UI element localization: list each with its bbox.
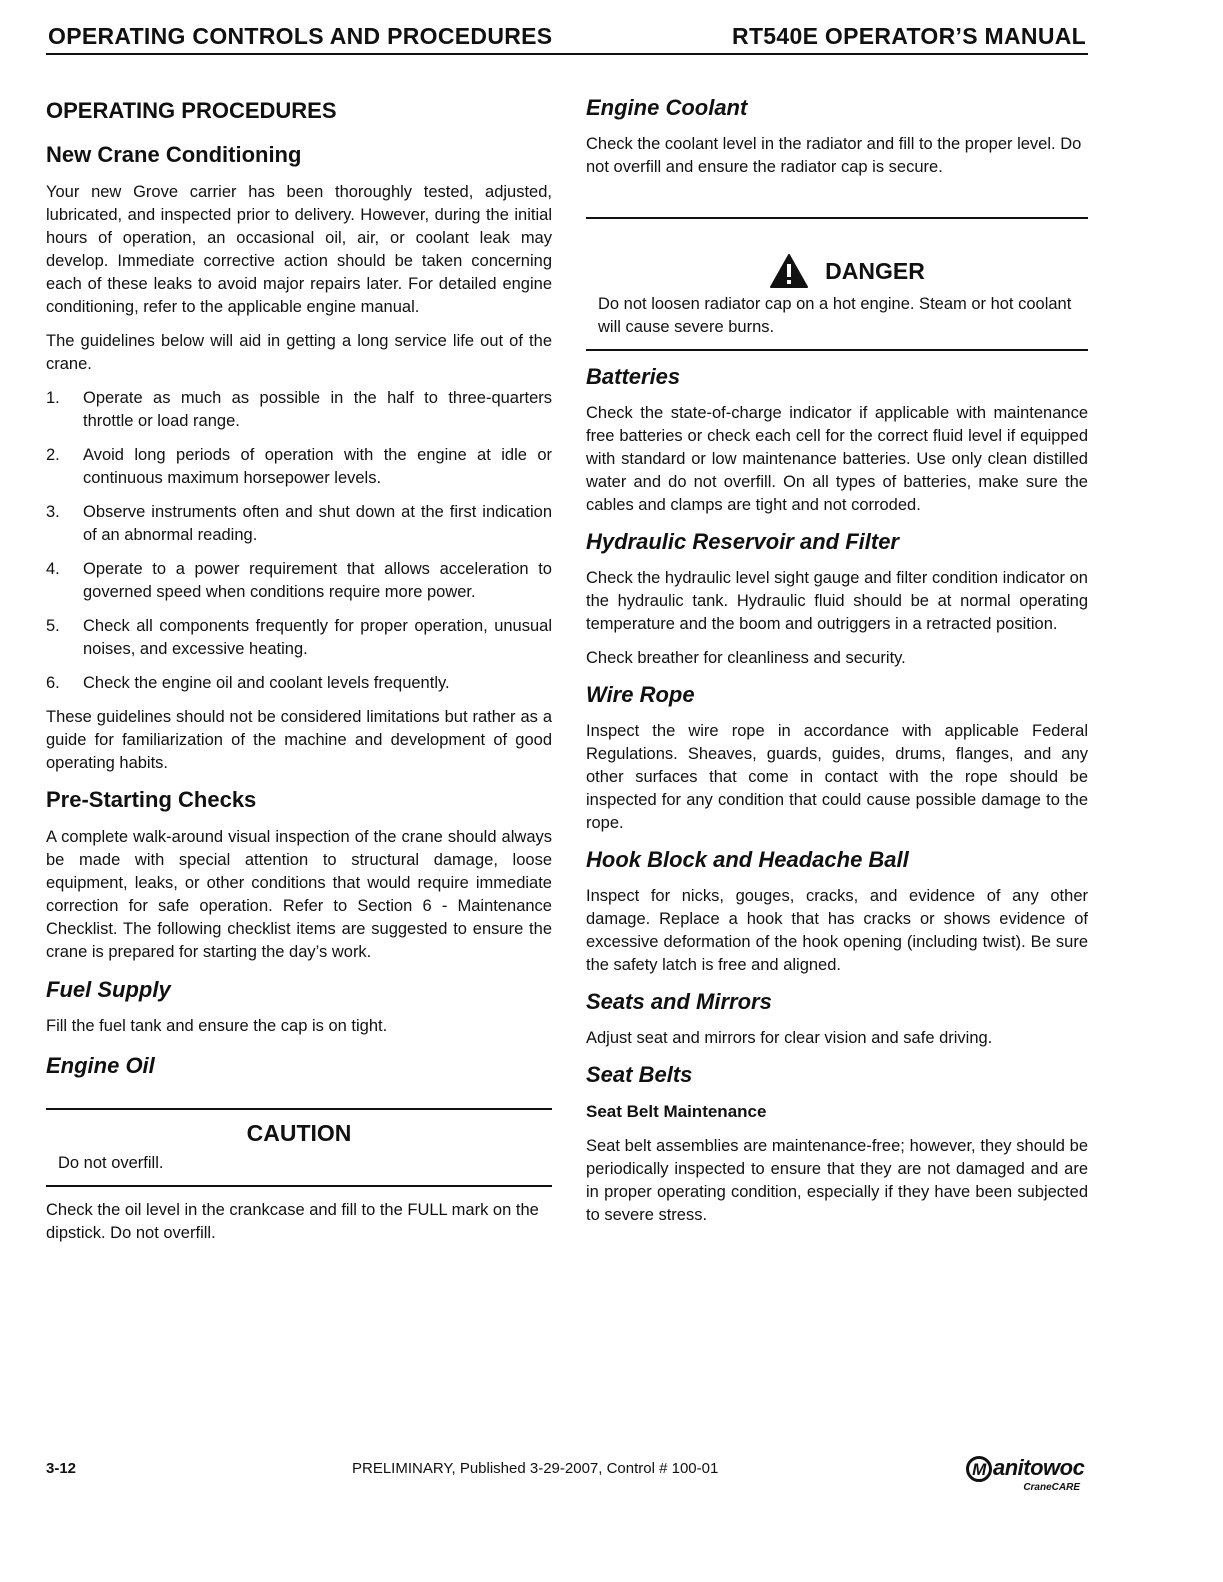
hook-block-paragraph: Inspect for nicks, gouges, cracks, and evidence of any other damage. Replace a hook that has cracks or shows evidence of excessive deformation of the hook opening (including twist). Be sure the safety latch is free and aligned. [586, 887, 1088, 974]
guidelines-list [46, 387, 552, 695]
batteries-paragraph: Check the state-of-charge indicator if applicable with maintenance free batteries or check each cell for the correct fluid level if equipped with standard or low maintenance batteries. Use only clean distilled water and do not overfill. On all types of batteries, make sure the cables and clamps are tight and not corroded. [586, 404, 1088, 514]
page-header [46, 20, 1088, 55]
list-item [46, 444, 552, 490]
list-item-text: Check all components frequently for proper operation, unusual noises, and excessive heating. [83, 617, 552, 658]
seat-belts-paragraph: Seat belt assemblies are maintenance-free; however, they should be periodically inspected to ensure that they are not damaged and are in proper operating condition, especially if they have been subjected to severe stress. [586, 1137, 1088, 1224]
breather-paragraph: Check breather for cleanliness and security. [586, 649, 906, 667]
list-item-number: 3. [46, 503, 60, 521]
caution-title: CAUTION [246, 1120, 352, 1146]
manitowoc-logo [966, 1456, 1086, 1493]
warning-triangle-icon [769, 253, 809, 289]
seat-belt-maintenance-subheading: Seat Belt Maintenance [586, 1102, 767, 1121]
new-crane-conditioning-heading: New Crane Conditioning [46, 142, 302, 167]
hydraulic-reservoir-heading: Hydraulic Reservoir and Filter [586, 529, 899, 554]
operating-procedures-heading: OPERATING PROCEDURES [46, 98, 337, 123]
seats-mirrors-paragraph: Adjust seat and mirrors for clear vision and safe driving. [586, 1029, 993, 1047]
list-item-text: Observe instruments often and shut down at the first indication of an abnormal reading. [83, 503, 552, 544]
list-item-text: Operate as much as possible in the half to three-quarters throttle or load range. [83, 389, 552, 430]
list-item-number: 1. [46, 389, 60, 407]
fuel-supply-heading: Fuel Supply [46, 977, 171, 1002]
wire-rope-paragraph: Inspect the wire rope in accordance with applicable Federal Regulations. Sheaves, guards, guides, drums, flanges, and any other surfaces that come in contact with the rope should be inspected for any condition that could cause possible damage to the rope. [586, 722, 1088, 832]
batteries-heading: Batteries [586, 364, 681, 389]
publication-info: PRELIMINARY, Published 3-29-2007, Control # 100-01 [352, 1460, 719, 1477]
pre-starting-checks-heading: Pre-Starting Checks [46, 787, 257, 812]
danger-notice [586, 217, 1088, 351]
seat-belts-heading: Seat Belts [586, 1062, 693, 1087]
guidelines-closing: These guidelines should not be considered limitations but rather as a guide for familiarization of the machine and development of good operating habits. [46, 708, 552, 772]
page-number: 3-12 [46, 1460, 77, 1477]
engine-oil-heading: Engine Oil [46, 1053, 155, 1078]
list-item-number: 2. [46, 446, 60, 464]
hydraulic-paragraph: Check the hydraulic level sight gauge and filter condition indicator on the hydraulic tank. Hydraulic fluid should be at normal operating temperature and the boom and outriggers in a retracted position. [586, 569, 1088, 633]
list-item-text: Avoid long periods of operation with the engine at idle or continuous maximum horsepower levels. [83, 446, 552, 487]
logo-letter: M [966, 1456, 992, 1482]
logo-text: anitowoc [993, 1454, 1085, 1480]
list-item-number: 6. [46, 674, 60, 692]
header-section-title: OPERATING CONTROLS AND PROCEDURES [48, 23, 553, 49]
list-item [46, 387, 552, 433]
list-item [46, 615, 552, 661]
hook-block-heading: Hook Block and Headache Ball [586, 847, 909, 872]
engine-coolant-heading: Engine Coolant [586, 95, 748, 120]
list-item [46, 672, 552, 695]
danger-header [586, 253, 1088, 289]
list-item-text: Operate to a power requirement that allows acceleration to governed speed when conditions require more power. [83, 560, 552, 601]
list-item-text: Check the engine oil and coolant levels frequently. [83, 674, 450, 692]
left-column [46, 92, 552, 1256]
pre-starting-paragraph: A complete walk-around visual inspection of the crane should always be made with special attention to structural damage, loose equipment, leaks, or other conditions that would require immediate correction for safe operation. Refer to Section 6 - Maintenance Checklist. The following checklist items are suggested to ensure the crane is prepared for starting the day’s work. [46, 828, 552, 961]
wire-rope-heading: Wire Rope [586, 682, 695, 707]
list-item-number: 4. [46, 560, 60, 578]
danger-body: Do not loosen radiator cap on a hot engine. Steam or hot coolant will cause severe burns. [598, 295, 1072, 336]
list-item-number: 5. [46, 617, 60, 635]
engine-oil-paragraph: Check the oil level in the crankcase and fill to the FULL mark on the dipstick. Do not overfill. [46, 1201, 539, 1242]
fuel-supply-paragraph: Fill the fuel tank and ensure the cap is on tight. [46, 1017, 388, 1035]
seats-mirrors-heading: Seats and Mirrors [586, 989, 772, 1014]
list-item [46, 558, 552, 604]
caution-notice [46, 1108, 552, 1187]
list-item [46, 501, 552, 547]
right-column [586, 92, 1088, 1238]
danger-title: DANGER [825, 258, 925, 284]
caution-body: Do not overfill. [58, 1154, 164, 1172]
header-manual-title: RT540E OPERATOR’S MANUAL [732, 23, 1086, 49]
engine-coolant-paragraph: Check the coolant level in the radiator and fill to the proper level. Do not overfill and ensure the radiator cap is secure. [586, 135, 1082, 176]
logo-subtitle: CraneCARE [1023, 1482, 1080, 1493]
new-crane-paragraph: Your new Grove carrier has been thoroughly tested, adjusted, lubricated, and inspected prior to delivery. However, during the initial hours of operation, an occasional oil, air, or coolant leak may develop. Immediate corrective action should be taken concerning each of these leaks to avoid major repairs later. For detailed engine conditioning, refer to the applicable engine manual. [46, 183, 552, 316]
guidelines-intro: The guidelines below will aid in getting a long service life out of the crane. [46, 332, 552, 373]
logo-wordmark [966, 1456, 1086, 1482]
